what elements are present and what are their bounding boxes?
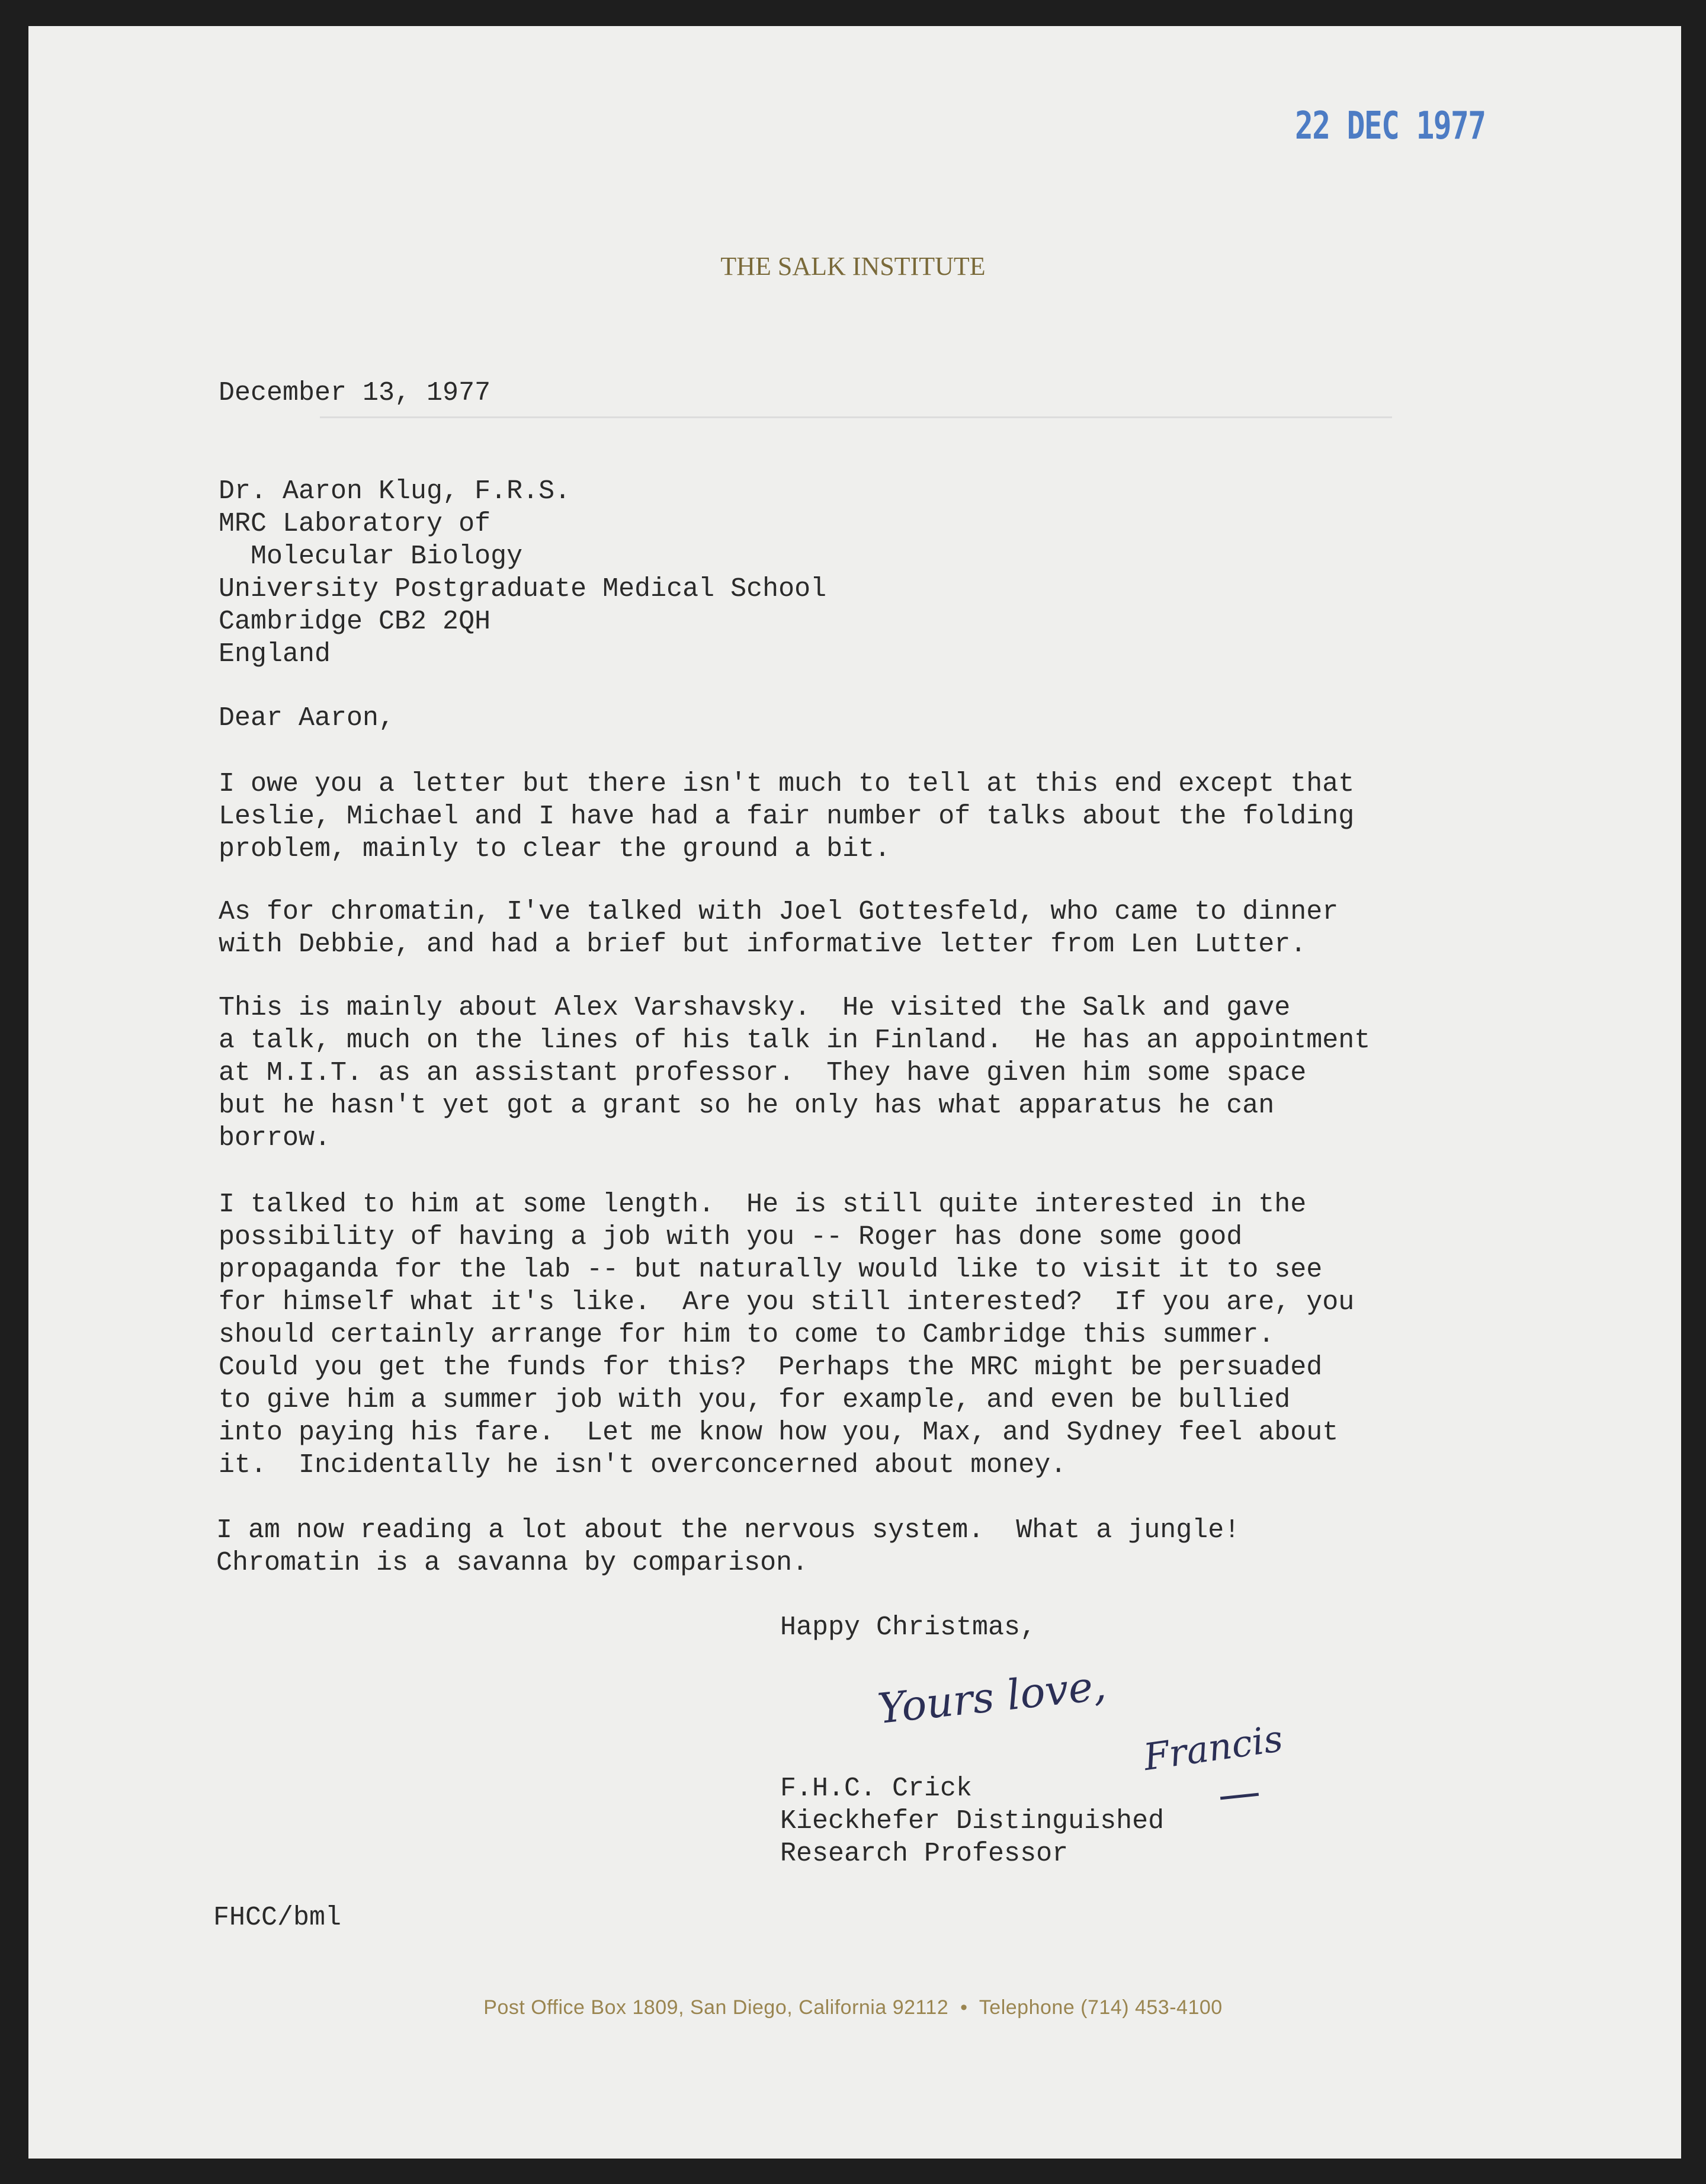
body-line: with Debbie, and had a brief but informative letter from Len Lutter. (219, 929, 1307, 960)
body-line: possibility of having a job with you -- Roger has done some good (219, 1222, 1243, 1252)
paragraph-3 (219, 992, 1370, 1154)
divider (320, 416, 1392, 418)
letterhead-footer: Post Office Box 1809, San Diego, California 92112 • Telephone (714) 453-4100 (483, 1996, 1223, 2019)
letterhead: THE SALK INSTITUTE (720, 252, 986, 281)
body-line: into paying his fare. Let me know how you, Max, and Sydney feel about (219, 1417, 1339, 1448)
signature-line: F.H.C. Crick (780, 1774, 973, 1804)
handwritten-signature: Francis (1140, 1716, 1285, 1779)
received-date-stamp: 22 DEC 1977 (1295, 104, 1486, 148)
body-line: propaganda for the lab -- but naturally would like to visit it to see (219, 1255, 1323, 1285)
paragraph-2 (219, 896, 1338, 961)
body-line: Could you get the funds for this? Perhaps the MRC might be persuaded (219, 1352, 1323, 1383)
address-line: Cambridge CB2 2QH (219, 607, 491, 637)
body-line: borrow. (219, 1123, 331, 1153)
body-line: As for chromatin, I've talked with Joel Gottesfeld, who came to dinner (219, 897, 1339, 927)
signature-line: Research Professor (780, 1839, 1069, 1869)
reference-initials: FHCC/bml (213, 1903, 342, 1933)
body-line: at M.I.T. as an assistant professor. They have given him some space (219, 1058, 1307, 1088)
signature-line: Kieckhefer Distinguished (780, 1806, 1165, 1836)
body-line: Chromatin is a savanna by comparison. (216, 1548, 809, 1578)
address-line: MRC Laboratory of (219, 509, 491, 539)
address-line: University Postgraduate Medical School (219, 574, 827, 604)
recipient-address (219, 475, 826, 671)
body-line: should certainly arrange for him to come to Cambridge this summer. (219, 1320, 1275, 1350)
paragraph-4 (219, 1188, 1354, 1481)
address-line: Molecular Biology (219, 541, 523, 572)
address-line: England (219, 639, 331, 669)
closing: Happy Christmas, (780, 1612, 1037, 1643)
address-line: Dr. Aaron Klug, F.R.S. (219, 476, 571, 506)
body-line: I talked to him at some length. He is still quite interested in the (219, 1189, 1307, 1220)
body-line: for himself what it's like. Are you still interested? If you are, you (219, 1287, 1355, 1317)
body-line: but he hasn't yet got a grant so he only has what apparatus he can (219, 1091, 1275, 1121)
letter-date: December 13, 1977 (219, 378, 491, 408)
paragraph-1 (219, 768, 1354, 865)
signature-block (780, 1772, 1164, 1870)
body-line: a talk, much on the lines of his talk in Finland. He has an appointment (219, 1025, 1371, 1056)
body-line: problem, mainly to clear the ground a bit. (219, 834, 891, 864)
paragraph-5 (216, 1514, 1240, 1579)
handwritten-closing: Yours love, (875, 1661, 1108, 1733)
body-line: to give him a summer job with you, for example, and even be bullied (219, 1385, 1291, 1415)
body-line: I am now reading a lot about the nervous system. What a jungle! (216, 1515, 1240, 1545)
body-line: This is mainly about Alex Varshavsky. He visited the Salk and gave (219, 993, 1291, 1023)
body-line: it. Incidentally he isn't overconcerned about money. (219, 1450, 1067, 1480)
body-line: I owe you a letter but there isn't much to tell at this end except that (219, 769, 1355, 799)
body-line: Leslie, Michael and I have had a fair number of talks about the folding (219, 801, 1355, 832)
salutation: Dear Aaron, (219, 703, 395, 733)
